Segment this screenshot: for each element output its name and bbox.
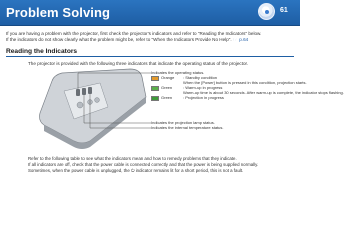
operating-status-label: Indicates the operating status. — [151, 70, 205, 75]
body-line: If all indicators are off, check that the power cable is connected correctly and that the power is being supplied normally. — [28, 162, 259, 167]
temp-indicator — [88, 87, 92, 94]
lamp-indicator — [82, 88, 86, 95]
power-button — [77, 102, 83, 108]
projector-indicator-diagram — [34, 67, 154, 147]
status-description: : Warm-up in progress — [183, 85, 223, 90]
status-color-name: Green — [161, 95, 173, 100]
body-line: Refer to the following table to see what the indicators mean and how to remedy problems that they indicate. — [28, 156, 237, 161]
body-line: Sometimes, when the power cable is unplugged, the ⏻ indicator remains lit for a short period, this is not a fault. — [28, 168, 244, 173]
status-color-chip — [151, 86, 159, 91]
section-lead: The projector is provided with the following three indicators that indicate the operating status of the projector. — [28, 61, 249, 66]
status-color-name: Orange — [161, 75, 175, 80]
disc-icon — [258, 3, 275, 20]
page-title: Problem Solving — [6, 5, 111, 20]
status-row — [151, 95, 296, 105]
control-button — [95, 98, 100, 103]
section-heading: Reading the Indicators — [6, 48, 78, 55]
reference-arrow-icon: ☞ — [233, 37, 238, 42]
status-description: : Projection in progress — [183, 95, 224, 100]
status-detail: When the [Power] button is pressed in this condition, projection starts. — [183, 80, 307, 85]
status-row — [151, 75, 307, 85]
lamp-status-label: Indicates the projection lamp status. — [151, 120, 215, 125]
status-row — [151, 85, 344, 95]
status-color-chip — [151, 76, 159, 81]
page-header — [0, 0, 300, 26]
lower-callouts — [151, 120, 223, 130]
intro-line: If you are having a problem with the projector, first check the projector's indicators and refer to "Reading the Indicators" below. — [6, 31, 262, 36]
page-number: 61 — [280, 7, 288, 14]
status-color-chip — [151, 96, 159, 101]
temp-status-label: Indicates the internal temperature status. — [151, 125, 224, 130]
intro-text — [6, 31, 296, 43]
intro-line-text: If the indicators do not show clearly what the problem might be, refer to "When the Indicators Provide No Help". — [6, 37, 232, 42]
body-text — [28, 156, 293, 174]
section-divider — [6, 56, 294, 57]
power-indicator — [76, 89, 80, 96]
reference-page-link[interactable]: p.64 — [239, 37, 249, 42]
intro-line — [6, 37, 296, 43]
indicator-callouts — [151, 70, 344, 105]
status-detail: Warm-up time is about 30 seconds. After warm-up is complete, the indicator stops flashing. — [183, 90, 344, 95]
status-color-name: Green — [161, 85, 173, 90]
status-description: : Standby condition — [183, 75, 218, 80]
